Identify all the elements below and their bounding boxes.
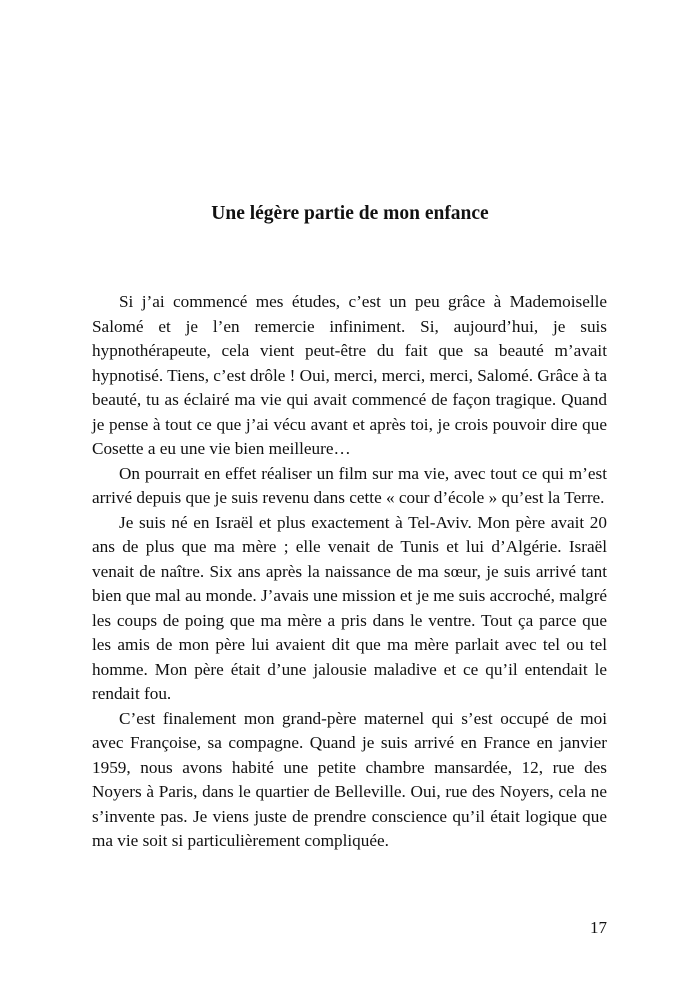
paragraph: Si j’ai commencé mes études, c’est un peu grâce à Mademoiselle Salomé et je l’en remercie infiniment. Si, aujourd’hui, je suis hypnothérapeute, cela vient peut-être du fait que sa beauté m’avait hypnotisé. Tiens, c’est drôle ! Oui, merci, merci, merci, Salomé. Grâce à ta beauté, tu as éclairé ma vie qui avait commencé de façon tragique. Quand je pense à tout ce que j’ai vécu avant et après toi, je crois pouvoir dire que Cosette a eu une vie bien meilleure… <box>92 292 607 458</box>
chapter-title: Une légère partie de mon enfance <box>211 203 489 224</box>
paragraph: C’est finalement mon grand-père maternel qui s’est occupé de moi avec Françoise, sa compagne. Quand je suis arrivé en France en janvier 1959, nous avons habité une petite chambre mansardée, 12, rue des Noyers à Paris, dans le quartier de Belleville. Oui, rue des Noyers, cela ne s’invente pas. Je viens juste de prendre conscience qu’il était logique que ma vie soit si particulièrement compliquée. <box>92 708 607 850</box>
page-number: 17 <box>590 918 607 937</box>
paragraph: Je suis né en Israël et plus exactement à Tel-Aviv. Mon père avait 20 ans de plus que ma mère ; elle venait de Tunis et lui d’Algérie. Israël venait de naître. Six ans après la naissance de ma sœur, je suis arrivé tant bien que mal au monde. J’avais une mission et je me suis accroché, malgré les coups de poing que ma mère a pris dans le ventre. Tout ça parce que les amis de mon père lui avaient dit que ma mère parlait avec tel ou tel homme. Mon père était d’une jalousie maladive et ce qu’il entendait le rendait fou. <box>92 512 607 703</box>
chapter-body <box>92 290 607 854</box>
paragraph: On pourrait en effet réaliser un film sur ma vie, avec tout ce qui m’est arrivé depuis que je suis revenu dans cette « cour d’école » qu’est la Terre. <box>92 463 607 507</box>
